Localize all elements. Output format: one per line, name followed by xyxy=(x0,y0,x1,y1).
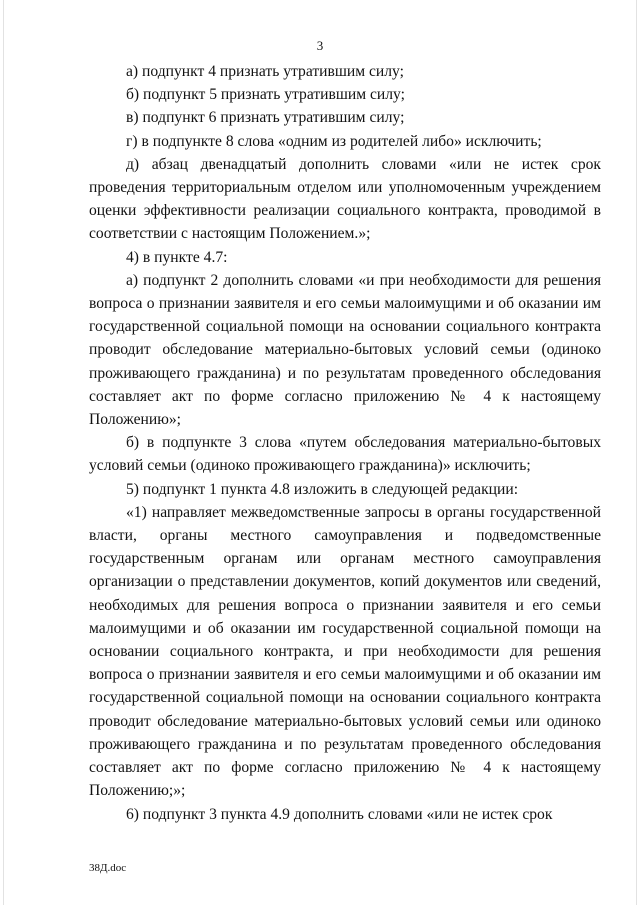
paragraph-4-7-a: а) подпункт 2 дополнить словами «и при необходимости для решения вопроса о признании заявителя и его семьи малоимущими и об оказании им государственной социальной помощи на основании социального контракта проводит обследование материально-бытовых условий семьи (одиноко проживающего гражданина) и по результатам проведенного обследования составляет акт по форме согласно приложению № 4 к настоящему Положению»; xyxy=(89,271,601,429)
paragraph-4-7-b: б) в подпункте 3 слова «путем обследования материально-бытовых условий семьи (одиноко проживающего гражданина)» исключить; xyxy=(89,434,601,475)
file-name-footer: 38Д.doc xyxy=(89,862,127,874)
scan-left-edge xyxy=(3,0,4,905)
document-body xyxy=(89,60,601,826)
paragraph-quoted-subpoint-1: «1) направляет межведомственные запросы в органы государственной власти, органы местного самоуправления и подведомственные государственным органам или органам местного самоуправления организации о представлении документов, копий документов или сведений, необходимых для решения вопроса о признании заявителя и его семьи малоимущими и об оказании им государственной социальной помощи на основании социального контракта, и при необходимости для решения вопроса о признании заявителя и его семьи малоимущими и об оказании им государственной социальной помощи на основании социального контракта проводит обследование материально-бытовых условий семьи или одиноко проживающего гражданина и по результатам проведенного обследования составляет акт по форме согласно приложению № 4 к настоящему Положению;»; xyxy=(89,503,601,800)
paragraph-item-b: б) подпункт 5 признать утратившим силу; xyxy=(126,86,405,104)
page-number: 3 xyxy=(316,38,324,53)
paragraph-point-6: 6) подпункт 3 пункта 4.9 дополнить словами «или не истек срок xyxy=(126,805,553,823)
paragraph-item-d: д) абзац двенадцатый дополнить словами «или не истек срок проведения территориальным отделом или уполномоченным учреждением оценки эффективности реализации социального контракта, проводимой в соответствии с настоящим Положением.»; xyxy=(89,155,601,243)
paragraph-item-v: в) подпункт 6 признать утратившим силу; xyxy=(126,109,405,127)
paragraph-item-a: а) подпункт 4 признать утратившим силу; xyxy=(126,63,404,80)
scan-right-edge xyxy=(636,0,637,905)
paragraph-point-4: 4) в пункте 4.7: xyxy=(126,248,228,266)
paragraph-point-5: 5) подпункт 1 пункта 4.8 изложить в следующей редакции: xyxy=(126,480,519,498)
paragraph-item-g: г) в подпункте 8 слова «одним из родителей либо» исключить; xyxy=(126,132,542,150)
